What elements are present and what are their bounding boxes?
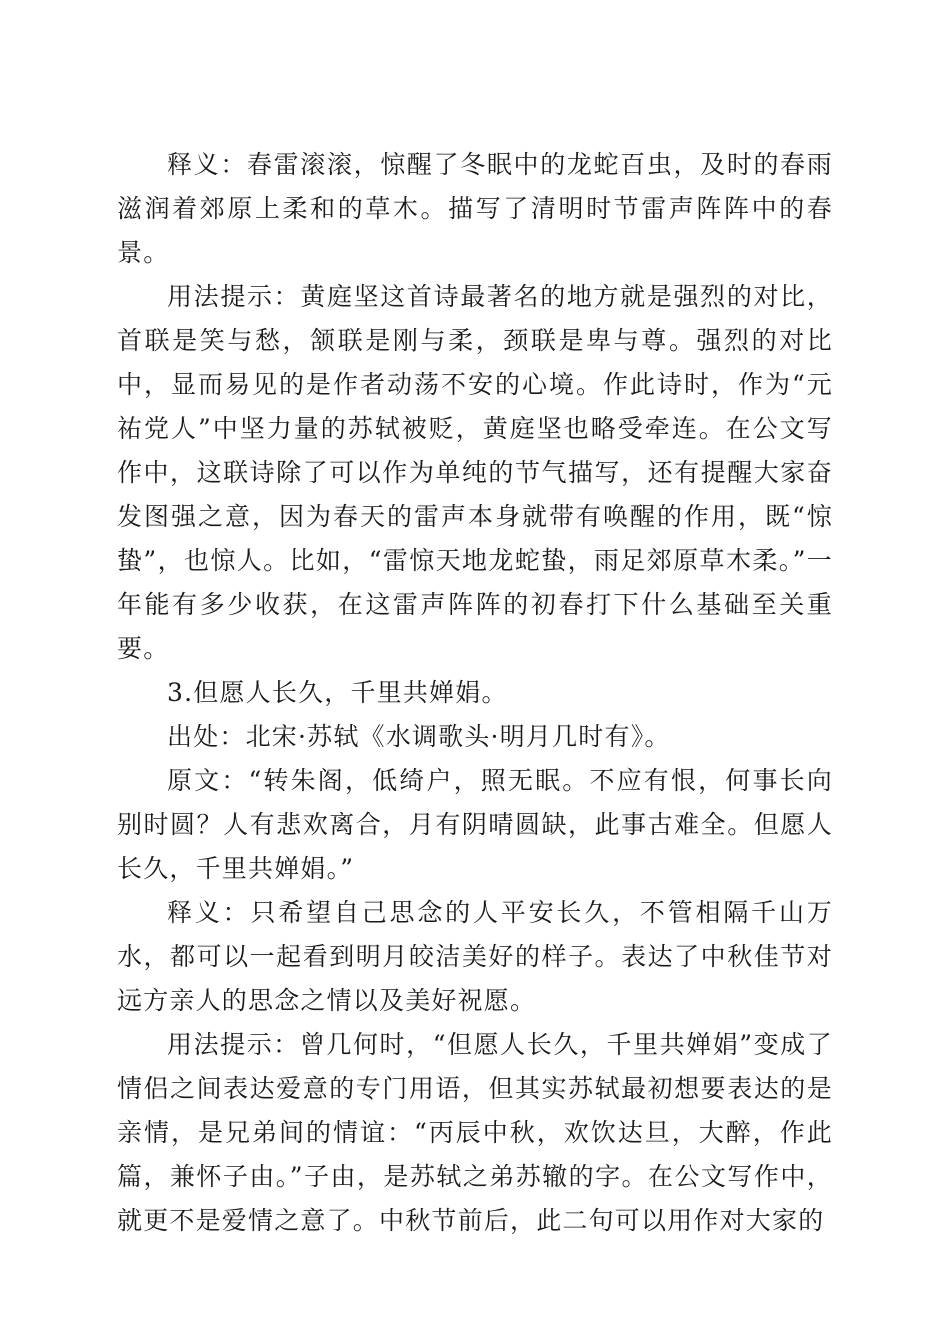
paragraph-heading-3: 3.但愿人长久，千里共婵娟。 [167,678,508,707]
paragraph-explanation-2: 释义：只希望自己思念的人平安长久，不管相隔千山万水，都可以一起看到明月皎洁美好的样子。表达了中秋佳节对远方亲人的思念之情以及美好祝愿。 [117,898,833,1015]
paragraph-usage-tip-1: 用法提示：黄庭坚这首诗最著名的地方就是强烈的对比，首联是笑与愁，颔联是刚与柔，颈联是卑与尊。强烈的对比中，显而易见的是作者动荡不安的心境。作此诗时，作为“元祐党人”中坚力量的苏轼被贬，黄庭坚也略受牵连。在公文写作中，这联诗除了可以作为单纯的节气描写，还有提醒大家奋发图强之意，因为春天的雷声本身就带有唤醒的作用，既“惊蛰”，也惊人。比如，“雷惊天地龙蛇蛰，雨足郊原草木柔。”一年能有多少收获，在这雷声阵阵的初春打下什么基础至关重要。 [117,282,833,663]
paragraph-original-text: 原文：“转朱阁，低绮户，照无眠。不应有恨，何事长向别时圆？人有悲欢离合，月有阴晴圆缺，此事古难全。但愿人长久，千里共婵娟。” [117,766,833,883]
paragraph-usage-tip-2: 用法提示：曾几何时，“但愿人长久，千里共婵娟”变成了情侣之间表达爱意的专门用语，但其实苏轼最初想要表达的是亲情，是兄弟间的情谊：“丙辰中秋，欢饮达旦，大醉，作此篇，兼怀子由。”子由，是苏轼之弟苏辙的字。在公文写作中，就更不是爱情之意了。中秋节前后，此二句可以用作对大家的 [117,1030,833,1235]
paragraph-source: 出处：北宋·苏轼《水调歌头·明月几时有》。 [167,722,671,751]
paragraph-explanation-1: 释义：春雷滚滚，惊醒了冬眠中的龙蛇百虫，及时的春雨滋润着郊原上柔和的草木。描写了清明时节雷声阵阵中的春景。 [117,150,833,267]
document-body [117,143,833,1243]
